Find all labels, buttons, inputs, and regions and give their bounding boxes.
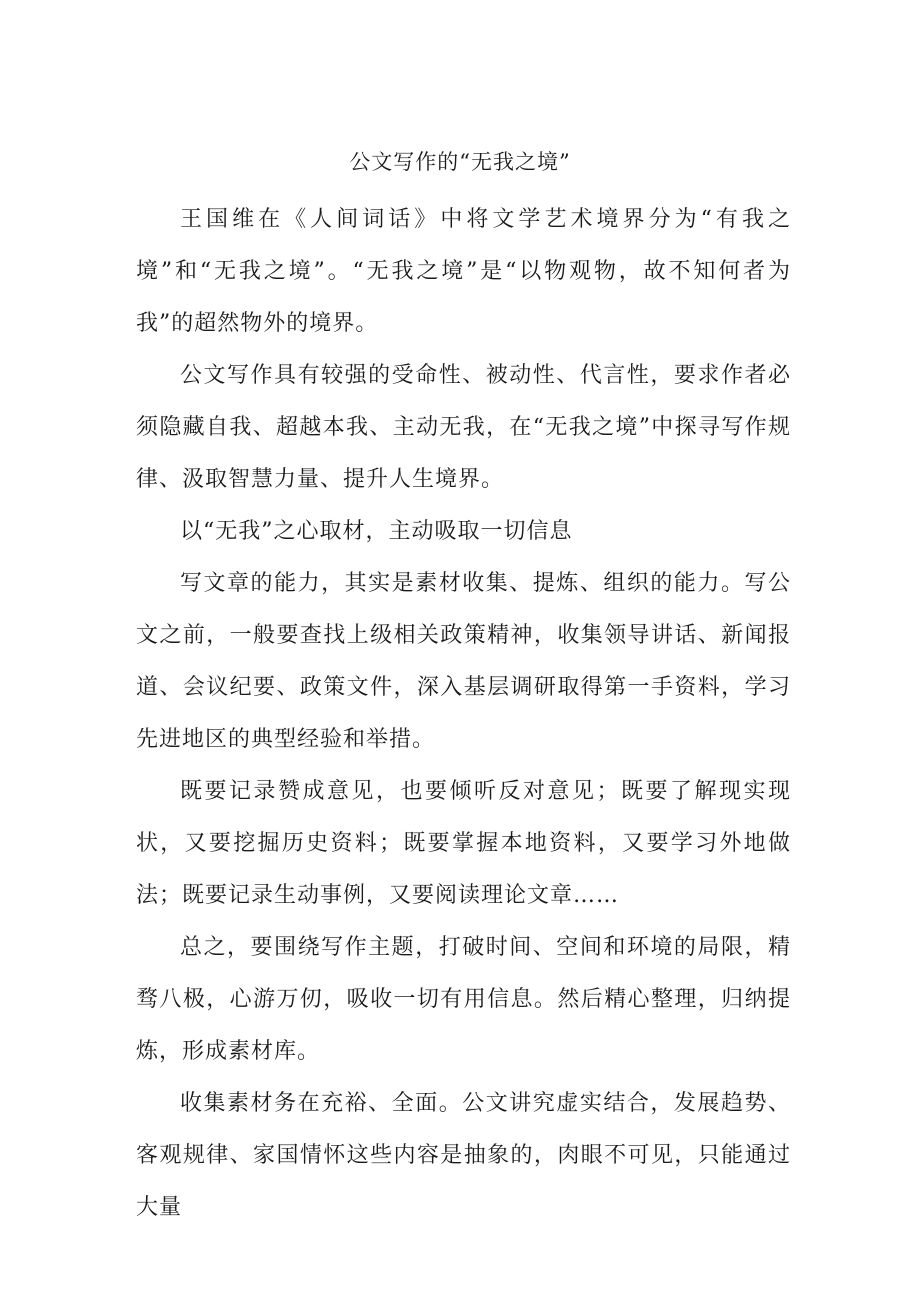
document-title: 公文写作的“无我之境” (349, 150, 571, 174)
paragraph-2: 公文写作具有较强的受命性、被动性、代言性，要求作者必须隐藏自我、超越本我、主动无我，在“无我之境”中探寻写作规律、汲取智慧力量、提升人生境界。 (136, 363, 791, 492)
section-heading: 以“无我”之心取材，主动吸取一切信息 (180, 519, 573, 544)
paragraph-6: 收集素材务在充裕、全面。公文讲究虚实结合，发展趋势、客观规律、家国情怀这些内容是抽象的，肉眼不可见，只能通过大量 (136, 1091, 791, 1220)
paragraph-3: 写文章的能力，其实是素材收集、提炼、组织的能力。写公文之前，一般要查找上级相关政策精神，收集领导讲话、新闻报道、会议纪要、政策文件，深入基层调研取得第一手资料，学习先进地区的典型经验和举措。 (136, 571, 791, 752)
paragraph-5: 总之，要围绕写作主题，打破时间、空间和环境的局限，精骛八极，心游万仞，吸收一切有用信息。然后精心整理，归纳提炼，形成素材库。 (136, 935, 791, 1064)
paragraph-4: 既要记录赞成意见，也要倾听反对意见；既要了解现实现状，又要挖掘历史资料；既要掌握本地资料，又要学习外地做法；既要记录生动事例，又要阅读理论文章…… (136, 779, 791, 908)
paragraph-1: 王国维在《人间词话》中将文学艺术境界分为“有我之境”和“无我之境”。“无我之境”是“以物观物，故不知何者为我”的超然物外的境界。 (136, 207, 791, 336)
